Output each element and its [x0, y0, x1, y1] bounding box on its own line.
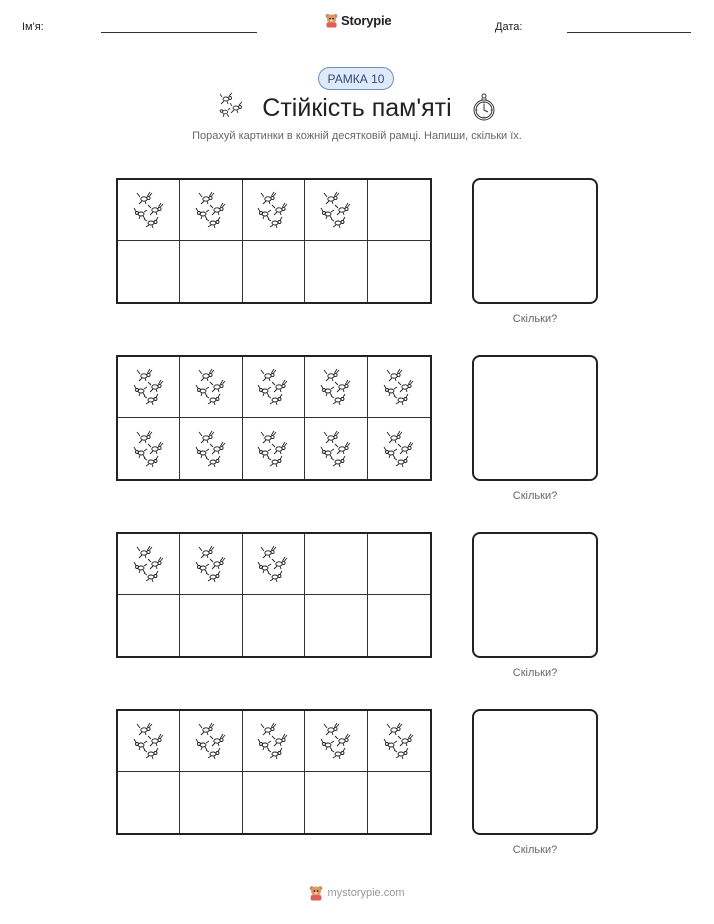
frame-cell	[243, 534, 305, 595]
frame-cell	[368, 772, 430, 833]
frame-cell	[243, 180, 305, 241]
frame-cell	[118, 357, 180, 418]
frame-cell	[243, 357, 305, 418]
frame-badge: РАМКА 10	[318, 67, 394, 90]
frame-cell	[243, 772, 305, 833]
how-many-label: Скільки?	[512, 313, 558, 325]
how-many-label: Скільки?	[512, 490, 558, 502]
ants-icon	[318, 190, 354, 230]
ten-frame	[116, 178, 432, 304]
frame-cell	[118, 418, 180, 479]
frame-cell	[118, 711, 180, 772]
date-label: Дата:	[495, 21, 523, 33]
frame-cell	[305, 711, 367, 772]
brand-name: Storypie	[341, 13, 392, 28]
bear-mascot-icon	[325, 13, 338, 28]
frame-cell	[118, 180, 180, 241]
answer-box[interactable]	[472, 178, 598, 304]
answer-box[interactable]	[472, 355, 598, 481]
ants-icon	[318, 367, 354, 407]
frame-cell	[243, 241, 305, 302]
ants-icon	[131, 429, 167, 469]
frame-cell	[368, 241, 430, 302]
ants-icon	[381, 367, 417, 407]
frame-cell	[180, 595, 242, 656]
frame-cell	[368, 357, 430, 418]
ants-icon	[318, 429, 354, 469]
ants-icon	[381, 429, 417, 469]
footer-url[interactable]: mystorypie.com	[327, 887, 405, 899]
frame-cell	[180, 711, 242, 772]
ants-icon	[193, 190, 229, 230]
frame-cell	[368, 595, 430, 656]
pocket-watch-icon	[470, 92, 498, 122]
frame-cell	[305, 180, 367, 241]
frame-cell	[180, 241, 242, 302]
frame-cell	[368, 534, 430, 595]
ten-frame	[116, 532, 432, 658]
ten-frame	[116, 709, 432, 835]
frame-cell	[180, 772, 242, 833]
ants-icon	[193, 721, 229, 761]
answer-box[interactable]	[472, 709, 598, 835]
ants-icon	[131, 190, 167, 230]
frame-cell	[368, 711, 430, 772]
frame-cell	[118, 241, 180, 302]
frame-cell	[305, 418, 367, 479]
ants-icon	[381, 721, 417, 761]
frame-cell	[118, 772, 180, 833]
frame-cell	[368, 418, 430, 479]
instructions: Порахуй картинки в кожній десятковій рамці. Напиши, скільки їх.	[192, 130, 522, 142]
frame-cell	[305, 357, 367, 418]
frame-cell	[243, 711, 305, 772]
frame-cell	[118, 595, 180, 656]
ants-icon	[193, 367, 229, 407]
ants-icon	[131, 544, 167, 584]
date-line[interactable]	[567, 32, 691, 33]
frame-cell	[180, 418, 242, 479]
frame-cell	[180, 180, 242, 241]
how-many-label: Скільки?	[512, 844, 558, 856]
answer-box[interactable]	[472, 532, 598, 658]
ants-icon	[255, 190, 291, 230]
frame-cell	[180, 357, 242, 418]
ants-icon	[193, 429, 229, 469]
footer	[0, 885, 714, 901]
bear-mascot-icon	[309, 885, 323, 901]
frame-cell	[243, 595, 305, 656]
ten-frame	[116, 355, 432, 481]
ants-icon	[255, 721, 291, 761]
page-title: Стійкість пам'яті	[262, 94, 452, 122]
ants-icon	[318, 721, 354, 761]
ants-icon	[255, 544, 291, 584]
frame-cell	[305, 595, 367, 656]
ants-icon	[131, 367, 167, 407]
frame-cell	[368, 180, 430, 241]
frame-cell	[180, 534, 242, 595]
frame-cell	[305, 534, 367, 595]
name-label: Ім'я:	[22, 21, 44, 33]
ants-icon	[131, 721, 167, 761]
frame-cell	[243, 418, 305, 479]
frame-cell	[118, 534, 180, 595]
brand-logo	[325, 13, 391, 28]
ants-icon	[193, 544, 229, 584]
ants-icon	[255, 367, 291, 407]
how-many-label: Скільки?	[512, 667, 558, 679]
ants-icon	[255, 429, 291, 469]
frame-cell	[305, 772, 367, 833]
name-line[interactable]	[101, 32, 257, 33]
frame-cell	[305, 241, 367, 302]
